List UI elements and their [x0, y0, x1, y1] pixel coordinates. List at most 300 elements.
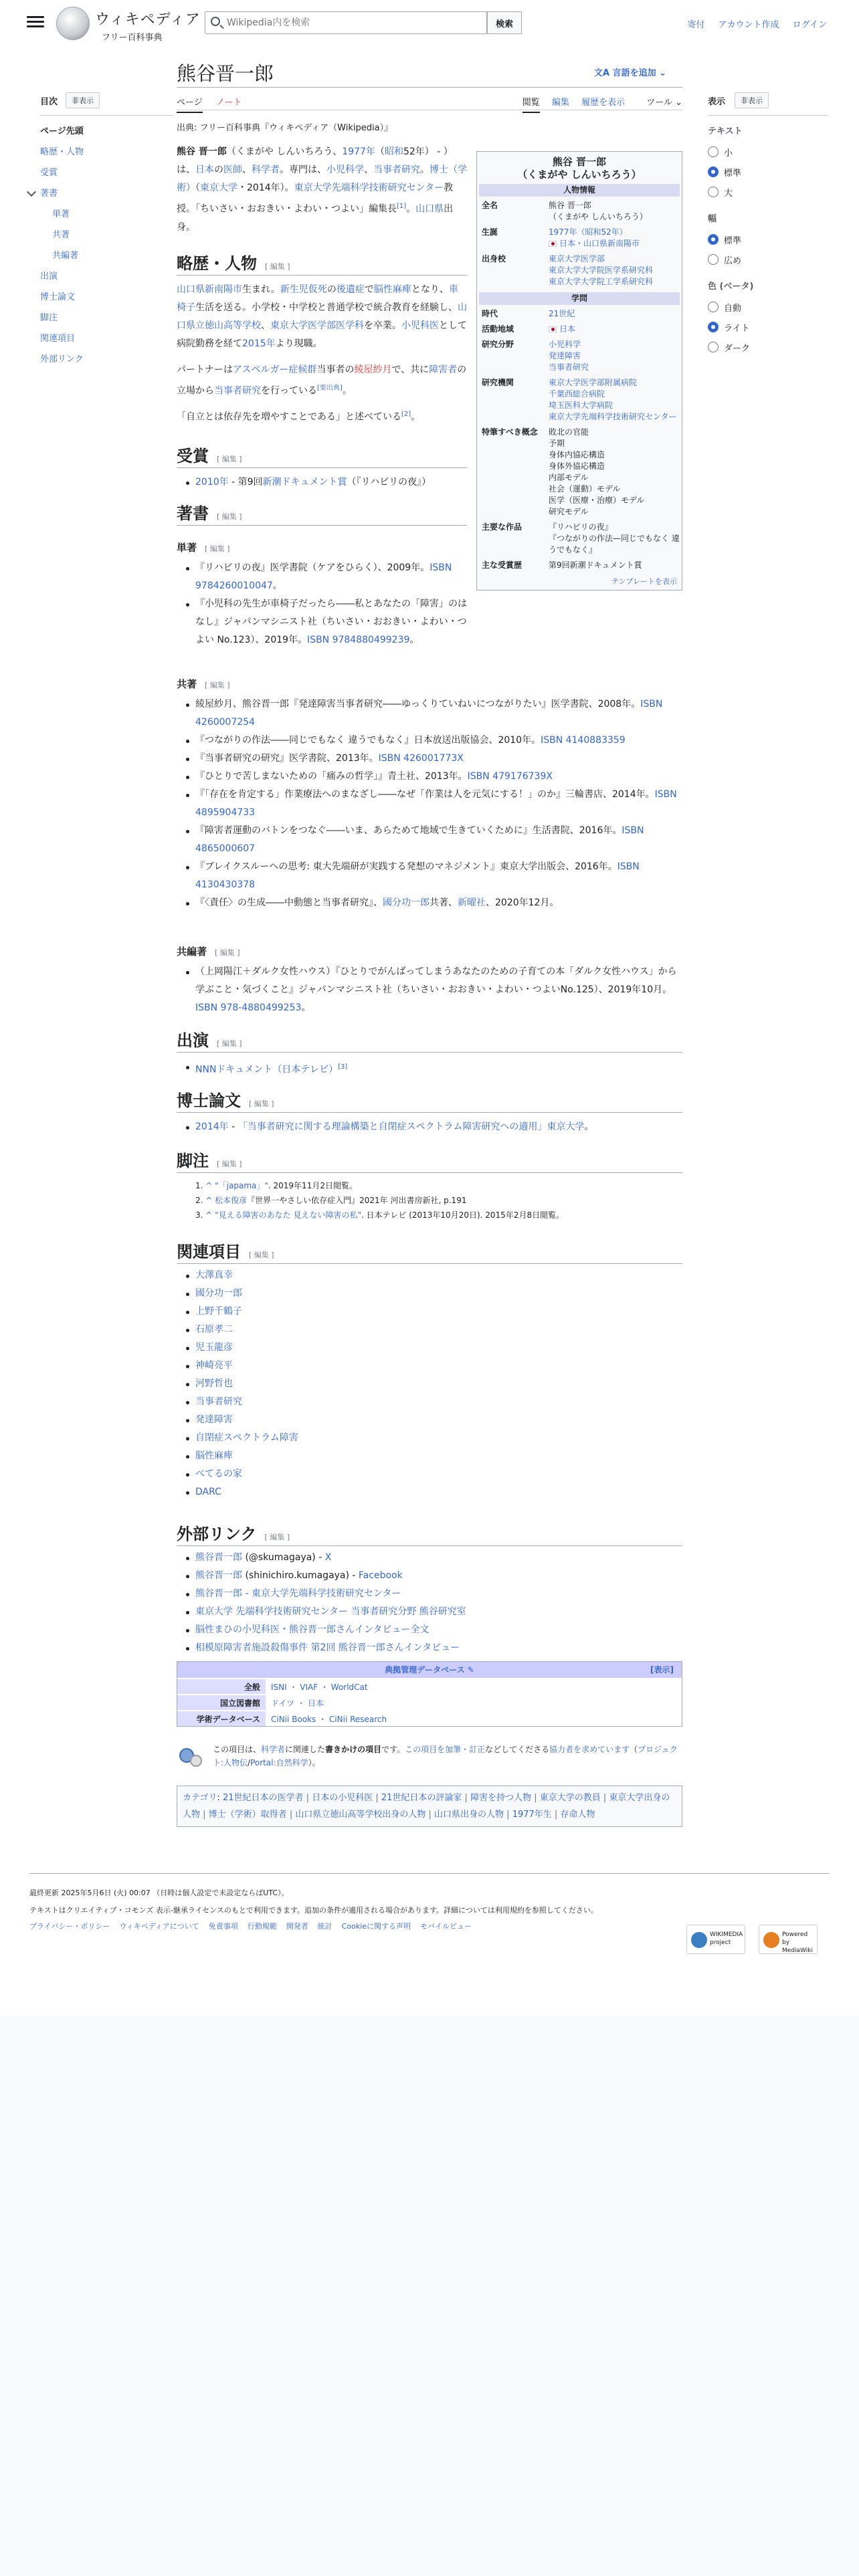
edit-section-link[interactable]: [ 編集 ]: [264, 1533, 290, 1541]
radio-option[interactable]: [708, 229, 828, 249]
appearance-title: 表示: [708, 96, 726, 107]
infobox: [476, 151, 682, 591]
related-link[interactable]: 石原孝二: [195, 1324, 233, 1335]
list-item: [195, 822, 682, 858]
text-run: より現職。: [275, 338, 322, 349]
radio-option[interactable]: [708, 182, 828, 202]
toc-item-tv[interactable]: 出演: [40, 272, 58, 282]
inline-link[interactable]: 車椅子: [177, 284, 458, 313]
toc-item-related[interactable]: 関連項目: [40, 334, 76, 344]
inline-link[interactable]: ISBN 4130430378: [195, 861, 640, 890]
list-item: [195, 963, 682, 1017]
text-run: 当事者の: [316, 364, 355, 375]
related-link[interactable]: 児玉龍彦: [195, 1342, 233, 1353]
inline-link[interactable]: 東京大学: [200, 183, 237, 193]
inline-link[interactable]: 熊谷晋一郎 - 東京大学先端科学技術研究センター: [195, 1588, 401, 1599]
title-divider: [177, 87, 682, 88]
infobox-value: [549, 200, 680, 223]
infobox-value-line: 社会（運動）モデル: [549, 484, 621, 494]
inline-link[interactable]: 國分功一郎: [383, 897, 430, 908]
heading-books-text: 著書: [177, 504, 209, 523]
text-run: 。: [420, 165, 430, 175]
inline-link[interactable]: 熊谷晋一郎: [195, 1570, 242, 1581]
list-item: [195, 1483, 463, 1501]
text-run: パートナーは: [177, 364, 233, 375]
wordmark-tagline: フリー百科事典: [102, 33, 163, 43]
toc-item-coed[interactable]: 共編著: [52, 251, 79, 261]
infobox-label: 全名: [482, 201, 498, 210]
radio-button[interactable]: [708, 146, 719, 157]
toc-hide-button[interactable]: 非表示: [66, 92, 100, 108]
citation-link[interactable]: [3]: [338, 1063, 348, 1071]
radio-button[interactable]: [708, 254, 719, 265]
login-link[interactable]: ログイン: [792, 20, 827, 30]
infobox-row: [479, 198, 680, 225]
inline-link[interactable]: ISBN 4895904733: [195, 789, 677, 818]
mediawiki-badge-text: Powered by MediaWiki: [782, 1931, 813, 1954]
single-books-list: [195, 559, 467, 649]
inline-link[interactable]: この項目を加筆・訂正: [405, 1745, 486, 1754]
inline-link[interactable]: 昭和: [384, 146, 403, 157]
wikipedia-globe-logo[interactable]: [56, 7, 90, 40]
edit-section-link[interactable]: [ 編集 ]: [217, 1160, 242, 1168]
infobox-value-line[interactable]: 日本: [559, 324, 576, 334]
category-link[interactable]: 博士（学術）取得者: [208, 1810, 287, 1820]
authority-row-links[interactable]: ISNI ・ VIAF ・ WorldCat: [266, 1679, 682, 1694]
footer-link[interactable]: 統計: [317, 1922, 332, 1931]
infobox-rows-person: [479, 198, 680, 290]
related-link[interactable]: べてるの家: [195, 1469, 242, 1479]
authority-row-links[interactable]: ドイツ ・ 日本: [266, 1695, 682, 1710]
text-run: 生まれ。: [242, 284, 280, 295]
heading-notes: [177, 1148, 682, 1173]
infobox-value-line: 研究モデル: [549, 507, 589, 516]
citation-link[interactable]: [1]: [397, 203, 407, 210]
tab-read[interactable]: 閲覧: [522, 98, 540, 113]
toc-item-thesis[interactable]: 博士論文: [40, 292, 76, 302]
edit-section-link[interactable]: [ 編集 ]: [215, 948, 240, 957]
radio-label: 標準: [724, 235, 742, 246]
japan-flag-icon: [549, 326, 557, 332]
infobox-label: 研究分野: [482, 340, 514, 349]
inline-link[interactable]: 相模原障害者施設殺傷事件 第2回 熊谷晋一郎さんインタビュー: [195, 1642, 460, 1653]
donate-link[interactable]: 寄付: [687, 20, 705, 30]
text-run: 『当事者研究の研究』医学書院、2013年。: [195, 753, 379, 764]
related-link[interactable]: 上野千鶴子: [195, 1306, 242, 1317]
infobox-value: [549, 339, 680, 373]
edit-section-link[interactable]: [ 編集 ]: [265, 262, 290, 271]
text-run: の: [326, 284, 337, 295]
inline-link[interactable]: ISBN 426001773X: [378, 753, 464, 764]
radio-button[interactable]: [708, 167, 719, 177]
japan-flag-icon: [549, 241, 557, 247]
heading-award-text: 受賞: [177, 446, 209, 465]
text-run: 。: [584, 1121, 594, 1132]
heading-notes-text: 脚注: [177, 1151, 209, 1170]
text-run: 『〈責任〉の生成――中動態と当事者研究』、: [195, 897, 383, 908]
text-run: となり、: [411, 284, 449, 295]
infobox-label: 出身校: [482, 254, 506, 263]
infobox-section-study: 学問: [479, 292, 680, 305]
list-item: [195, 1357, 463, 1375]
inline-link[interactable]: 綾屋紗月: [354, 364, 392, 375]
radio-option[interactable]: [708, 249, 828, 270]
related-link[interactable]: 神崎亮平: [195, 1360, 233, 1371]
search-box: [205, 11, 487, 34]
co-books-list: [195, 695, 682, 912]
inline-link[interactable]: 博士（学術）: [177, 165, 467, 193]
edit-section-link[interactable]: [ 編集 ]: [249, 1251, 274, 1259]
related-link[interactable]: 國分功一郎: [195, 1288, 242, 1299]
inline-link[interactable]: 後遺症: [336, 284, 365, 295]
footer-link[interactable]: ウィキペディアについて: [119, 1922, 199, 1931]
tab-history[interactable]: 履歴を表示: [581, 98, 626, 108]
footnote: [195, 1178, 682, 1193]
wordmark[interactable]: [95, 8, 201, 43]
inline-link[interactable]: プロジェクト:人物伝: [213, 1745, 678, 1767]
footer-info: [29, 1885, 672, 1919]
inline-link[interactable]: 1977年: [342, 146, 375, 157]
footer-link[interactable]: 開発者: [286, 1922, 308, 1931]
infobox-value-line[interactable]: 21世紀: [549, 309, 575, 318]
footer-link[interactable]: 免責事項: [208, 1922, 238, 1931]
infobox-row: [479, 425, 680, 520]
toc-item-books-label: 著書: [40, 189, 58, 199]
tv-list: [195, 1058, 682, 1079]
inline-link[interactable]: 新潮ドキュメント賞: [262, 477, 347, 488]
width-options: [708, 229, 828, 270]
inline-link[interactable]: アスペルガー症候群: [233, 364, 317, 375]
edit-section-link[interactable]: [ 編集 ]: [205, 544, 230, 553]
radio-option[interactable]: [708, 142, 828, 162]
text-run: 、: [261, 320, 270, 331]
last-modified: 最終更新 2025年5月6日 (火) 00:07 （日時は個人設定で未設定ならばUTC）。: [29, 1889, 289, 1897]
toc-item-notes[interactable]: 脚注: [40, 313, 58, 323]
inline-link[interactable]: "見える障害のあなた 見えない障害の私": [215, 1210, 361, 1220]
radio-option[interactable]: [708, 337, 828, 357]
inline-link[interactable]: ^: [205, 1181, 215, 1190]
inline-link[interactable]: ^: [205, 1210, 215, 1220]
inline-link[interactable]: ISBN 9784260010047: [195, 562, 452, 591]
authority-row-label: 国立図書館: [177, 1695, 266, 1710]
infobox-value-line[interactable]: 発達障害: [549, 351, 581, 360]
inline-link[interactable]: 脳性麻痺: [373, 284, 411, 295]
footer-link[interactable]: 行動規範: [247, 1922, 277, 1931]
related-link[interactable]: 発達障害: [195, 1414, 233, 1425]
related-link[interactable]: 大澤真幸: [195, 1270, 233, 1281]
infobox-value-line: （くまがや しんいちろう）: [549, 212, 648, 221]
heading-external-links-text: 外部リンク: [177, 1524, 257, 1543]
related-list: [195, 1267, 463, 1501]
inline-link[interactable]: 東京大学: [547, 1121, 585, 1132]
infobox-value-line[interactable]: 1977年（昭和52年）: [549, 227, 628, 237]
inline-link[interactable]: Portal:自然科学: [250, 1758, 308, 1767]
inline-link[interactable]: 新生児仮死: [280, 284, 327, 295]
infobox-value: [549, 377, 680, 423]
inline-link[interactable]: 東京大学 先端科学技術研究センター 当事者研究分野 熊谷研究室: [195, 1606, 466, 1617]
infobox-label: 特筆すべき概念: [482, 427, 538, 437]
category-label[interactable]: カテゴリ: [183, 1793, 217, 1803]
radio-label: 標準: [724, 168, 742, 179]
text-size-options: [708, 142, 828, 202]
infobox-row: [479, 225, 680, 251]
radio-label: 大: [724, 188, 733, 199]
infobox-value-line[interactable]: 埼玉医科大学病院: [549, 401, 613, 410]
category-link[interactable]: 山口県出身の人物: [434, 1810, 504, 1820]
citation-link[interactable]: [要出典]: [317, 385, 343, 392]
appearance-hide-button[interactable]: 非表示: [735, 92, 769, 108]
tab-tools[interactable]: ツール ⌄: [646, 98, 682, 108]
inline-link[interactable]: ISBN 9784880499239: [307, 635, 410, 645]
text-run: . 2019年11月2日閲覧。: [268, 1181, 357, 1190]
inline-link[interactable]: X: [324, 1552, 332, 1563]
lead-paragraph: [177, 143, 467, 237]
template-link[interactable]: テンプレートを表示: [611, 577, 677, 586]
inline-link[interactable]: 東京大学医学部医学科: [270, 320, 364, 331]
bio-paragraph-3: [177, 405, 467, 427]
inline-link[interactable]: 協力者を求めています: [549, 1745, 630, 1754]
table-of-contents: [40, 92, 174, 372]
wikimedia-badge[interactable]: [686, 1925, 745, 1954]
list-item: [195, 559, 467, 595]
text-run: の立場から: [177, 364, 467, 397]
authority-control-toggle[interactable]: [表示]: [650, 1665, 674, 1675]
page-source-note: 出典: フリー百科事典『ウィキペディア（Wikipedia）』: [177, 123, 393, 133]
heading-bio: [177, 250, 467, 276]
radio-button[interactable]: [708, 322, 719, 332]
text-run: 。専門は、: [280, 165, 326, 175]
infobox-name: 熊谷 晋一郎: [552, 156, 607, 168]
scientist-stub-icon: [177, 1743, 206, 1769]
text-run: に関連した: [285, 1745, 326, 1754]
edit-section-link[interactable]: [ 編集 ]: [217, 512, 242, 521]
edit-section-link[interactable]: [ 編集 ]: [249, 1099, 274, 1108]
inline-link[interactable]: 東京大学先端科学技術研究センター: [294, 183, 444, 193]
infobox-label: 時代: [482, 309, 498, 318]
heading-single-text: 単著: [177, 542, 197, 554]
inline-link[interactable]: 「当事者研究に関する理論構築と自閉症スペクトラム障害研究への適用」: [237, 1121, 547, 1132]
category-link[interactable]: 1977年生: [512, 1810, 552, 1820]
infobox-value-line[interactable]: 当事者研究: [549, 362, 589, 372]
tab-talk[interactable]: ノート: [215, 98, 242, 108]
infobox-section-person: 人物情報: [479, 184, 680, 197]
inline-link[interactable]: 医師: [223, 165, 242, 175]
infobox-value-line[interactable]: 小児科学: [549, 340, 581, 349]
radio-button[interactable]: [708, 187, 719, 197]
text-run: を行っている: [261, 385, 317, 397]
inline-link[interactable]: "「japama」": [215, 1181, 268, 1190]
related-link[interactable]: 河野哲也: [195, 1378, 233, 1389]
inline-link[interactable]: 小児科医: [401, 320, 439, 331]
inline-link[interactable]: 山口県: [177, 284, 205, 295]
inline-link[interactable]: 脳性まひの小児科医・熊谷晋一郎さんインタビュー全文: [195, 1624, 430, 1635]
footer-divider: [29, 1873, 830, 1874]
infobox-label: 主な受賞歴: [482, 560, 522, 570]
inline-link[interactable]: ISBN 4140883359: [541, 735, 626, 746]
bio-paragraph-1: [177, 281, 467, 353]
inline-link[interactable]: 新南陽市: [205, 284, 242, 295]
toc-item-bio[interactable]: 略歴・人物: [40, 147, 84, 157]
inline-link[interactable]: 山口県立徳山高等学校: [177, 302, 467, 331]
footer-link[interactable]: モバイルビュー: [420, 1922, 472, 1931]
inline-link[interactable]: 小児科学: [326, 165, 364, 175]
infobox-value-line[interactable]: 東京大学医学部: [549, 254, 605, 263]
infobox-row: [479, 375, 680, 425]
list-item: [195, 732, 682, 750]
main-menu-button[interactable]: [27, 13, 44, 31]
footer-link[interactable]: Cookieに関する声明: [341, 1922, 411, 1931]
inline-link[interactable]: 熊谷晋一郎: [195, 1552, 242, 1563]
mediawiki-badge[interactable]: [759, 1925, 818, 1954]
edit-section-link[interactable]: [ 編集 ]: [217, 1039, 242, 1048]
toc-item-co[interactable]: 共著: [52, 230, 70, 240]
infobox-value-line[interactable]: 千葉西総合病院: [549, 389, 605, 399]
text-run: （: [630, 1745, 638, 1754]
list-item: [195, 1549, 682, 1567]
infobox-label: 活動地域: [482, 324, 514, 334]
award-list: [195, 473, 467, 492]
infobox-value-line: 身体外協応構造: [549, 461, 605, 471]
category-link[interactable]: 山口県立徳山高等学校出身の人物: [295, 1810, 426, 1820]
heading-external-links: [177, 1521, 682, 1546]
infobox-reading: （くまがや しんいちろう）: [517, 169, 642, 181]
category-link[interactable]: 21世紀日本の評論家: [381, 1793, 462, 1803]
text-run: - ）は、: [177, 146, 453, 175]
authority-control-title: 典拠管理データベース ✎ [表示]: [177, 1662, 682, 1678]
search-input[interactable]: [227, 15, 481, 31]
text-run: (shinichiro.kumagaya) -: [242, 1570, 359, 1581]
footer-link[interactable]: プライバシー・ポリシー: [29, 1922, 110, 1931]
radio-option[interactable]: [708, 317, 828, 337]
related-link[interactable]: 当事者研究: [195, 1396, 242, 1407]
color-label: 色 (ベータ): [708, 282, 754, 292]
toc-item-single[interactable]: 単著: [52, 209, 70, 219]
radio-button[interactable]: [708, 342, 719, 352]
infobox-value-line[interactable]: 東京大学大学院工学系研究科: [549, 277, 654, 286]
inline-link[interactable]: 障害者: [429, 364, 458, 375]
inline-link[interactable]: ISBN 4260007254: [195, 699, 663, 728]
tab-tools-label: ツール: [646, 98, 672, 108]
infobox-value: [549, 427, 680, 518]
text-size-label: テキスト: [708, 126, 743, 136]
tab-page[interactable]: ページ: [177, 98, 203, 113]
inline-link[interactable]: ISBN 978-4880499253: [195, 1002, 302, 1013]
category-link[interactable]: 日本の小児科医: [312, 1793, 373, 1803]
inline-link[interactable]: 日本: [195, 165, 214, 175]
related-link[interactable]: 自閉症スペクトラム障害: [195, 1432, 298, 1443]
inline-link[interactable]: 科学者: [252, 165, 280, 175]
inline-link[interactable]: 新曜社: [458, 897, 486, 908]
inline-link[interactable]: ^ 松本俊彦: [205, 1196, 248, 1205]
text-run: （『リハビリの夜』）: [347, 477, 432, 488]
edit-section-link[interactable]: [ 編集 ]: [205, 681, 230, 689]
inline-link[interactable]: 2010年: [195, 477, 229, 488]
infobox-value-line: 医学（医療・治療）モデル: [549, 496, 645, 505]
footnote: [195, 1208, 682, 1222]
text-run: ）。: [308, 1758, 320, 1767]
radio-option[interactable]: [708, 297, 828, 317]
wikimedia-badge-text: WIKIMEDIA project: [710, 1931, 743, 1946]
infobox-value-line[interactable]: 日本・山口県新南陽市: [559, 239, 640, 248]
category-link[interactable]: 存命人物: [560, 1810, 595, 1820]
text-run: です。: [381, 1745, 405, 1754]
width-label: 幅: [708, 214, 717, 224]
text-run: （: [195, 183, 200, 193]
infobox-title: [479, 156, 680, 181]
authority-row-label: 学術データベース: [177, 1711, 266, 1726]
authority-row: [177, 1694, 682, 1710]
stub-notice: [177, 1743, 682, 1769]
text-run: 1.: [195, 1181, 206, 1190]
inline-link[interactable]: 山口県: [415, 203, 444, 215]
add-languages-button[interactable]: 文A 言語を追加 ⌄: [594, 68, 667, 78]
heading-co-text: 共著: [177, 678, 197, 690]
inline-link[interactable]: ISBN 479176739X: [467, 771, 553, 782]
search-button[interactable]: 検索: [487, 11, 522, 34]
inline-link[interactable]: 2014年: [195, 1121, 229, 1132]
category-link[interactable]: 東京大学出身の人物: [183, 1793, 670, 1820]
inline-link[interactable]: 当事者研究: [214, 385, 261, 397]
authority-row-links[interactable]: CiNii Books ・ CiNii Research: [266, 1711, 682, 1726]
toc-item-top[interactable]: ページ先頭: [40, 126, 84, 136]
infobox-value: [549, 324, 680, 335]
list-item: [195, 1393, 463, 1411]
text-run: 出身。: [177, 203, 454, 233]
radio-button[interactable]: [708, 302, 719, 312]
text-run: （: [375, 146, 385, 157]
related-link[interactable]: 脳性麻痺: [195, 1451, 233, 1461]
list-item: [195, 1339, 463, 1357]
list-item: [195, 1267, 463, 1285]
text-run: 『ブレイクスルーへの思考: 東大先端研が実践する発想のマネジメント』東京大学出版会、2016年。: [195, 861, 617, 872]
tab-edit[interactable]: 編集: [551, 98, 569, 108]
list-item: [195, 1567, 682, 1585]
inline-link[interactable]: 当事者研究: [373, 165, 420, 175]
edit-section-link[interactable]: [ 編集 ]: [217, 455, 242, 463]
search-icon: [211, 17, 220, 26]
toc-item-books[interactable]: [40, 186, 174, 207]
related-link[interactable]: DARC: [195, 1487, 221, 1497]
heading-coed: [177, 944, 240, 958]
list-item: [195, 1447, 463, 1465]
toc-item-links[interactable]: 外部リンク: [40, 354, 84, 364]
infobox-value-line[interactable]: 東京大学先端科学技術研究センター: [549, 412, 677, 421]
inline-link[interactable]: NNNドキュメント（日本テレビ）: [195, 1064, 339, 1075]
infobox-value-line[interactable]: 東京大学医学部附属病院: [549, 378, 638, 387]
inline-link[interactable]: 科学者: [261, 1745, 286, 1754]
list-item: [195, 1285, 463, 1303]
citation-link[interactable]: [2]: [401, 411, 411, 418]
create-account-link[interactable]: アカウント作成: [718, 20, 779, 30]
inline-link[interactable]: 2015年: [242, 338, 276, 349]
category-link[interactable]: 21世紀日本の医学者: [223, 1793, 304, 1803]
radio-label: 広め: [724, 255, 742, 266]
text-run: -: [228, 1121, 238, 1132]
category-link[interactable]: 東京大学の教員: [539, 1793, 601, 1803]
radio-button[interactable]: [708, 234, 719, 245]
radio-option[interactable]: [708, 162, 828, 182]
infobox-value-line[interactable]: 東京大学大学院医学系研究科: [549, 265, 654, 275]
inline-link[interactable]: Facebook: [358, 1570, 403, 1581]
toc-item-award[interactable]: 受賞: [40, 168, 58, 178]
authority-control-box: [177, 1661, 682, 1727]
text-run: 書きかけの項目: [325, 1745, 382, 1754]
list-item: [195, 894, 682, 912]
category-link[interactable]: 障害を持つ人物: [470, 1793, 532, 1803]
list-item: [195, 1411, 463, 1429]
inline-link[interactable]: ISBN 4865000607: [195, 825, 644, 854]
radio-label: 自動: [724, 303, 742, 314]
